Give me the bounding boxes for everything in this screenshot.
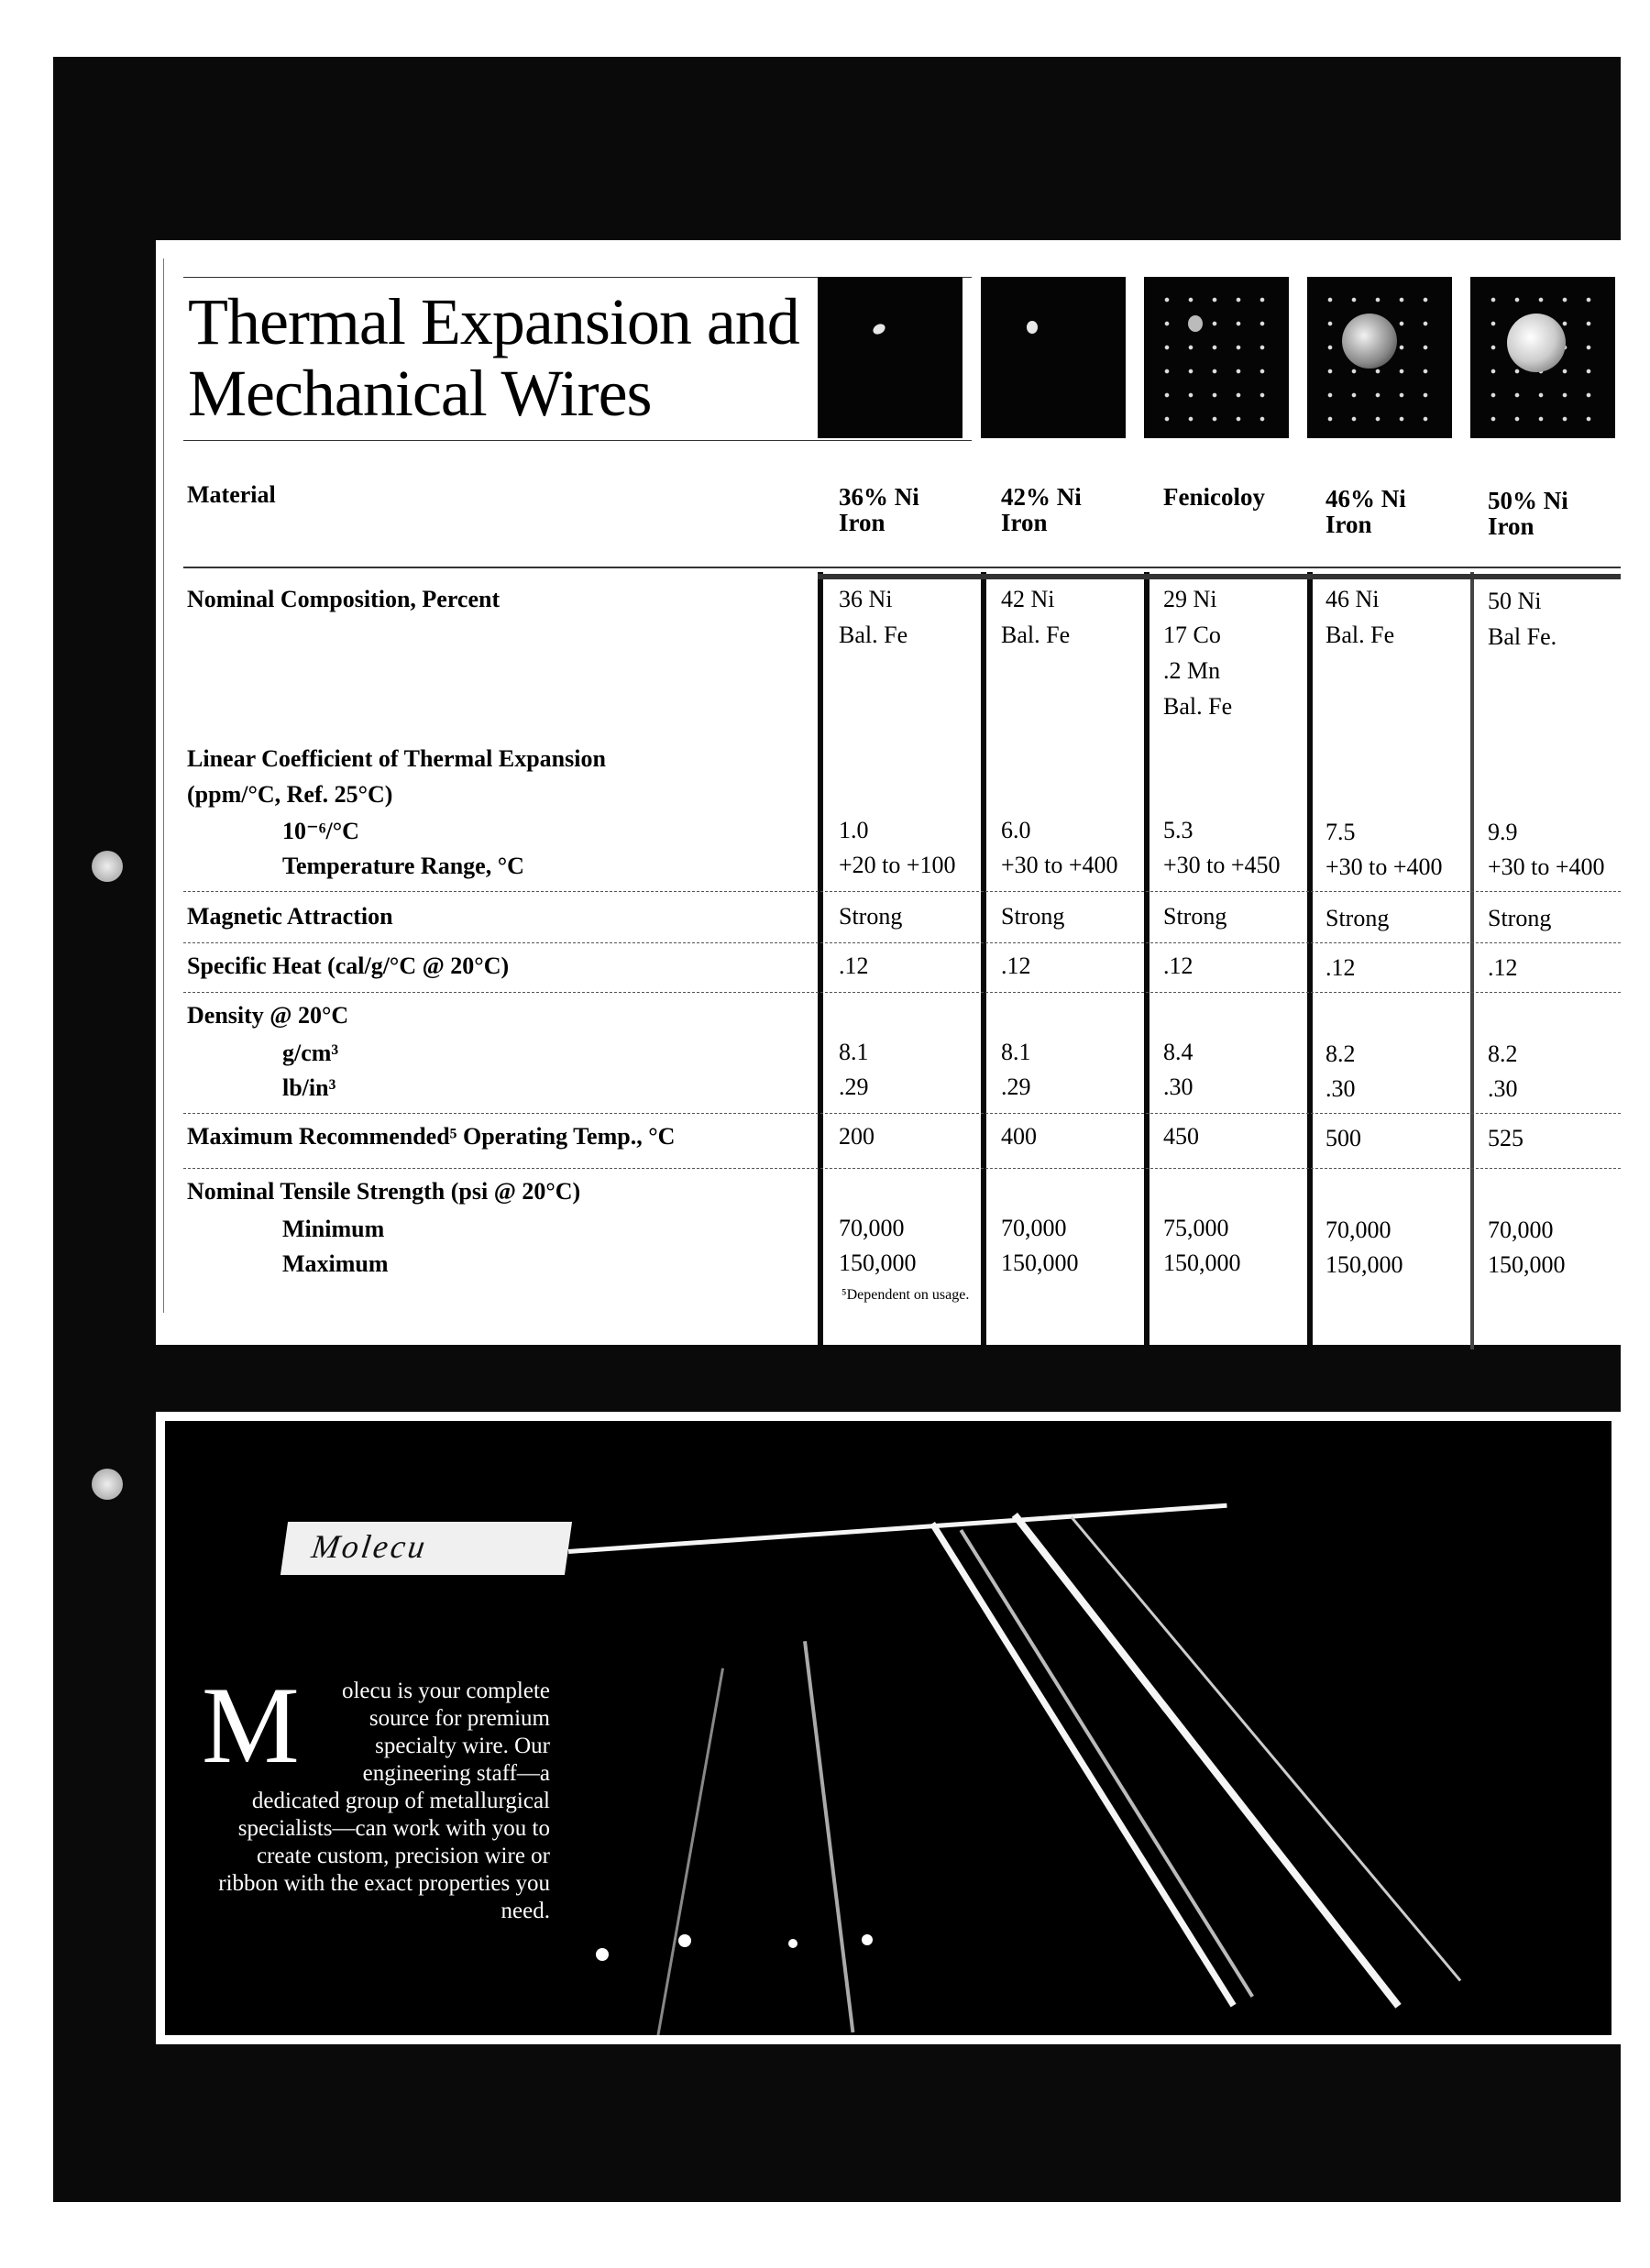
heat-fenicoloy: .12 xyxy=(1163,952,1194,979)
title-line: Thermal Expansion and xyxy=(188,285,799,358)
range-50ni: +30 to +400 xyxy=(1488,853,1605,880)
coef-42ni: 6.0 xyxy=(1001,817,1031,843)
wire-strand xyxy=(803,1641,854,2032)
row-divider xyxy=(183,1168,1621,1169)
page-title xyxy=(188,286,799,429)
margin-rule xyxy=(163,259,164,1313)
footnote: ⁵Dependent on usage. xyxy=(842,1287,970,1303)
intro-text: olecu is your complete source for premium specialty wire. Our engineering staff—a dedicated group of metallurgical specialists—can work with you to create custom, precision wire or ribbon with the exact properties you need. xyxy=(218,1679,550,1923)
composition-50ni: 50 Ni Bal Fe. xyxy=(1488,588,1557,650)
density-lbin3-50ni: .30 xyxy=(1488,1075,1518,1102)
col-head: 46% Ni Iron xyxy=(1326,485,1406,538)
sublabel-temp-range: Temperature Range, °C xyxy=(282,853,524,879)
range-36ni: +20 to +100 xyxy=(839,852,956,878)
tensile-max-42ni: 150,000 xyxy=(1001,1250,1079,1276)
coef-fenicoloy: 5.3 xyxy=(1163,817,1194,843)
title-rule xyxy=(183,440,972,441)
range-42ni: +30 to +400 xyxy=(1001,852,1118,878)
sublabel-minimum: Minimum xyxy=(282,1216,385,1242)
composition-fenicoloy: 29 Ni 17 Co .2 Mn Bal. Fe xyxy=(1163,586,1233,720)
coef-36ni: 1.0 xyxy=(839,817,869,843)
title-line: Mechanical Wires xyxy=(188,357,652,430)
wire-photo-panel xyxy=(156,1412,1621,2044)
density-gcm3-42ni: 8.1 xyxy=(1001,1039,1031,1065)
density-lbin3-42ni: .29 xyxy=(1001,1073,1031,1100)
row-label-expansion: Linear Coefficient of Thermal Expansion (ppm/°C, Ref. 25°C) xyxy=(187,745,606,808)
heat-42ni: .12 xyxy=(1001,952,1031,979)
density-lbin3-36ni: .29 xyxy=(839,1073,869,1100)
range-fenicoloy: +30 to +450 xyxy=(1163,852,1281,878)
col-head: 36% Ni Iron xyxy=(839,483,919,536)
heat-50ni: .12 xyxy=(1488,954,1518,981)
column-bar xyxy=(1144,572,1150,1349)
wire-photo-42ni xyxy=(981,277,1126,438)
maxtemp-50ni: 525 xyxy=(1488,1125,1524,1151)
col-head: 42% Ni Iron xyxy=(1001,483,1082,536)
punch-hole xyxy=(92,1469,123,1500)
coef-46ni: 7.5 xyxy=(1326,819,1356,845)
wire-photo-46ni xyxy=(1307,277,1452,438)
column-bar xyxy=(818,572,823,1349)
density-gcm3-46ni: 8.2 xyxy=(1326,1040,1356,1067)
wire-strand xyxy=(1012,1513,1402,2009)
tensile-max-46ni: 150,000 xyxy=(1326,1251,1403,1278)
density-lbin3-46ni: .30 xyxy=(1326,1075,1356,1102)
composition-46ni: 46 Ni Bal. Fe xyxy=(1326,586,1395,648)
wire-photo-50ni xyxy=(1470,277,1615,438)
row-label-magnetic: Magnetic Attraction xyxy=(187,903,393,930)
maxtemp-fenicoloy: 450 xyxy=(1163,1123,1199,1150)
spec-table-panel xyxy=(156,240,1621,1345)
row-divider xyxy=(183,992,1621,993)
row-label-density: Density @ 20°C xyxy=(187,1002,349,1029)
density-gcm3-50ni: 8.2 xyxy=(1488,1040,1518,1067)
wire-end xyxy=(678,1934,691,1947)
col-head: Fenicoloy xyxy=(1163,483,1265,511)
wire-strand xyxy=(1071,1516,1462,1982)
maxtemp-46ni: 500 xyxy=(1326,1125,1361,1151)
tensile-min-42ni: 70,000 xyxy=(1001,1215,1067,1241)
wire-end xyxy=(862,1934,873,1945)
column-top-rule xyxy=(818,574,1621,579)
tensile-max-fenicoloy: 150,000 xyxy=(1163,1250,1241,1276)
wire-strand xyxy=(568,1503,1227,1554)
density-gcm3-fenicoloy: 8.4 xyxy=(1163,1039,1194,1065)
brand-tag: Molecu xyxy=(280,1522,572,1575)
column-bar xyxy=(1307,572,1313,1349)
wire-end xyxy=(788,1939,798,1948)
magnetic-42ni: Strong xyxy=(1001,903,1065,930)
sublabel-coefficient: 10⁻⁶/°C xyxy=(282,818,359,844)
sublabel-lbin3: lb/in³ xyxy=(282,1074,336,1101)
row-divider xyxy=(183,567,1621,568)
material-label: Material xyxy=(187,481,276,508)
col-head: 50% Ni Iron xyxy=(1488,487,1568,540)
wire-end xyxy=(596,1948,609,1961)
sublabel-maximum: Maximum xyxy=(282,1250,389,1277)
sublabel-gcm3: g/cm³ xyxy=(282,1040,339,1066)
wire-strand xyxy=(654,1668,724,2035)
heat-36ni: .12 xyxy=(839,952,869,979)
row-label-composition: Nominal Composition, Percent xyxy=(187,586,500,612)
wire-photo-fenicoloy xyxy=(1144,277,1289,438)
row-divider xyxy=(183,942,1621,943)
tensile-max-36ni: 150,000 xyxy=(839,1250,917,1276)
coef-50ni: 9.9 xyxy=(1488,819,1518,845)
row-label-specific-heat: Specific Heat (cal/g/°C @ 20°C) xyxy=(187,952,510,979)
maxtemp-42ni: 400 xyxy=(1001,1123,1037,1150)
drop-cap: M xyxy=(202,1664,300,1786)
wire-photo xyxy=(165,1421,1612,2035)
tensile-min-36ni: 70,000 xyxy=(839,1215,905,1241)
maxtemp-36ni: 200 xyxy=(839,1123,874,1150)
tensile-min-50ni: 70,000 xyxy=(1488,1217,1554,1243)
tensile-min-fenicoloy: 75,000 xyxy=(1163,1215,1229,1241)
row-divider xyxy=(183,1113,1621,1114)
row-divider xyxy=(183,891,1621,892)
magnetic-36ni: Strong xyxy=(839,903,903,930)
composition-36ni: 36 Ni Bal. Fe xyxy=(839,586,908,648)
magnetic-50ni: Strong xyxy=(1488,905,1552,931)
density-lbin3-fenicoloy: .30 xyxy=(1163,1073,1194,1100)
row-label-max-temp: Maximum Recommended⁵ Operating Temp., °C xyxy=(187,1123,676,1150)
column-bar xyxy=(981,572,986,1349)
density-gcm3-36ni: 8.1 xyxy=(839,1039,869,1065)
wire-photo-36ni xyxy=(818,277,962,438)
composition-42ni: 42 Ni Bal. Fe xyxy=(1001,586,1071,648)
punch-hole xyxy=(92,851,123,882)
magnetic-46ni: Strong xyxy=(1326,905,1390,931)
range-46ni: +30 to +400 xyxy=(1326,853,1443,880)
row-label-tensile: Nominal Tensile Strength (psi @ 20°C) xyxy=(187,1178,581,1205)
wire-strand xyxy=(930,1522,1236,2007)
column-bar xyxy=(1470,572,1474,1349)
tensile-min-46ni: 70,000 xyxy=(1326,1217,1392,1243)
heat-46ni: .12 xyxy=(1326,954,1356,981)
intro-paragraph xyxy=(202,1664,550,1925)
magnetic-fenicoloy: Strong xyxy=(1163,903,1227,930)
tensile-max-50ni: 150,000 xyxy=(1488,1251,1566,1278)
